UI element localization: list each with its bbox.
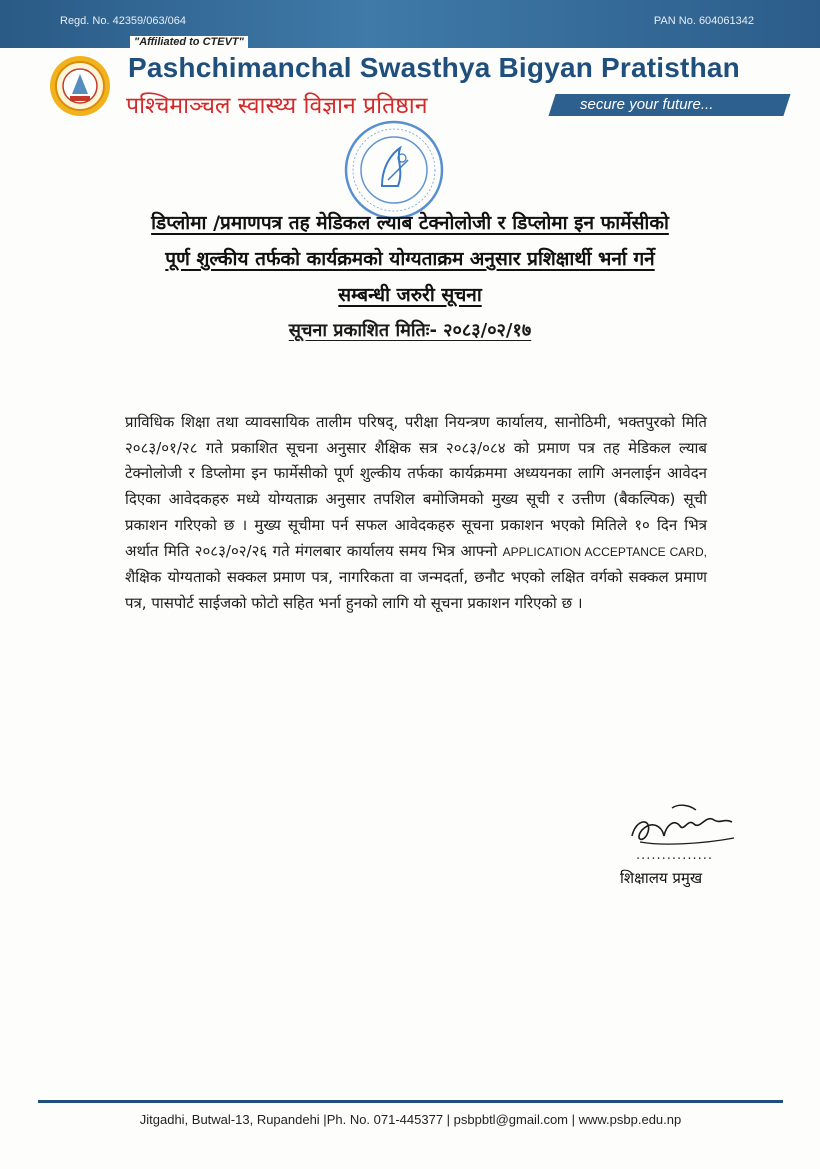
signature-icon xyxy=(622,796,752,856)
tagline-banner xyxy=(548,94,790,116)
institution-name-nepali: पश्चिमाञ्चल स्वास्थ्य विज्ञान प्रतिष्ठान xyxy=(126,93,428,119)
notice-body-english-term: APPLICATION ACCEPTANCE CARD, xyxy=(502,544,707,559)
institution-logo-icon xyxy=(48,54,112,118)
footer-divider xyxy=(38,1100,783,1103)
institution-name-english: Pashchimanchal Swasthya Bigyan Pratisthan xyxy=(128,52,740,83)
notice-title-line-1: डिप्लोमा /प्रमाणपत्र तह मेडिकल ल्याब टेक्नोलोजी र डिप्लोमा इन फार्मेसीको xyxy=(151,212,669,234)
registration-number: Regd. No. 42359/063/064 xyxy=(60,15,186,27)
notice-title-line-3: सम्बन्धी जरुरी सूचना xyxy=(338,284,482,306)
notice-title xyxy=(60,205,760,313)
header-bar xyxy=(0,0,820,48)
tagline-text: secure your future... xyxy=(580,96,714,113)
publication-date-heading xyxy=(120,318,700,342)
notice-body xyxy=(125,410,707,617)
footer-contact: Jitgadhi, Butwal-13, Rupandehi |Ph. No. 071-445377 | psbpbtl@gmail.com | www.psbp.edu.np xyxy=(139,1112,682,1127)
notice-body-part-2: शैक्षिक योग्यताको सक्कल प्रमाण पत्र, नागरिकता वा जन्मदर्ता, छनौट भएको लक्षित वर्गको सक्कल प्रमाण पत्र, पासपोर्ट साईजको फोटो सहित भर्ना हुनको लागि यो सूचना प्रकाशन गरिएको छ । xyxy=(125,568,707,612)
affiliation-label: "Affiliated to CTEVT" xyxy=(130,36,248,48)
pan-number: PAN No. 604061342 xyxy=(653,15,754,27)
signatory-title: शिक्षालय प्रमुख xyxy=(620,869,703,887)
signature-line: ............... xyxy=(636,848,713,863)
publication-date-text: सूचना प्रकाशित मितिः- २०८३/०२/१७ xyxy=(288,320,532,341)
notice-title-line-2: पूर्ण शुल्कीय तर्फको कार्यक्रमको योग्यताक्रम अनुसार प्रशिक्षार्थी भर्ना गर्ने xyxy=(165,248,655,270)
notice-body-part-1: प्राविधिक शिक्षा तथा व्यावसायिक तालीम परिषद्, परीक्षा नियन्त्रण कार्यालय, सानोठिमी, भक्तपुरको मिति २०८३/०१/२८ गते प्रकाशित सूचना अनुसार शैक्षिक सत्र २०८३/०८४ को प्रमाण पत्र तह मेडिकल ल्याब टेक्नोलोजी र डिप्लोमा इन फार्मेसीको पूर्ण शुल्कीय तर्फका कार्यक्रममा अध्ययनका लागि अनलाईन आवेदन दिएका आवेदकहरु मध्ये योग्यताक्र अनुसार तपशिल बमोजिमको मुख्य सूची र उत्तीण (बैकल्पिक) सूची प्रकाशन गरिएको छ । मुख्य सूचीमा पर्न सफल आवेदकहरु सूचना प्रकाशन भएको मितिले १० दिन भित्र अर्थात मिति २०८३/०२/२६ गते मंगलबार कार्यालय समय भित्र आफ्नो xyxy=(125,413,707,560)
